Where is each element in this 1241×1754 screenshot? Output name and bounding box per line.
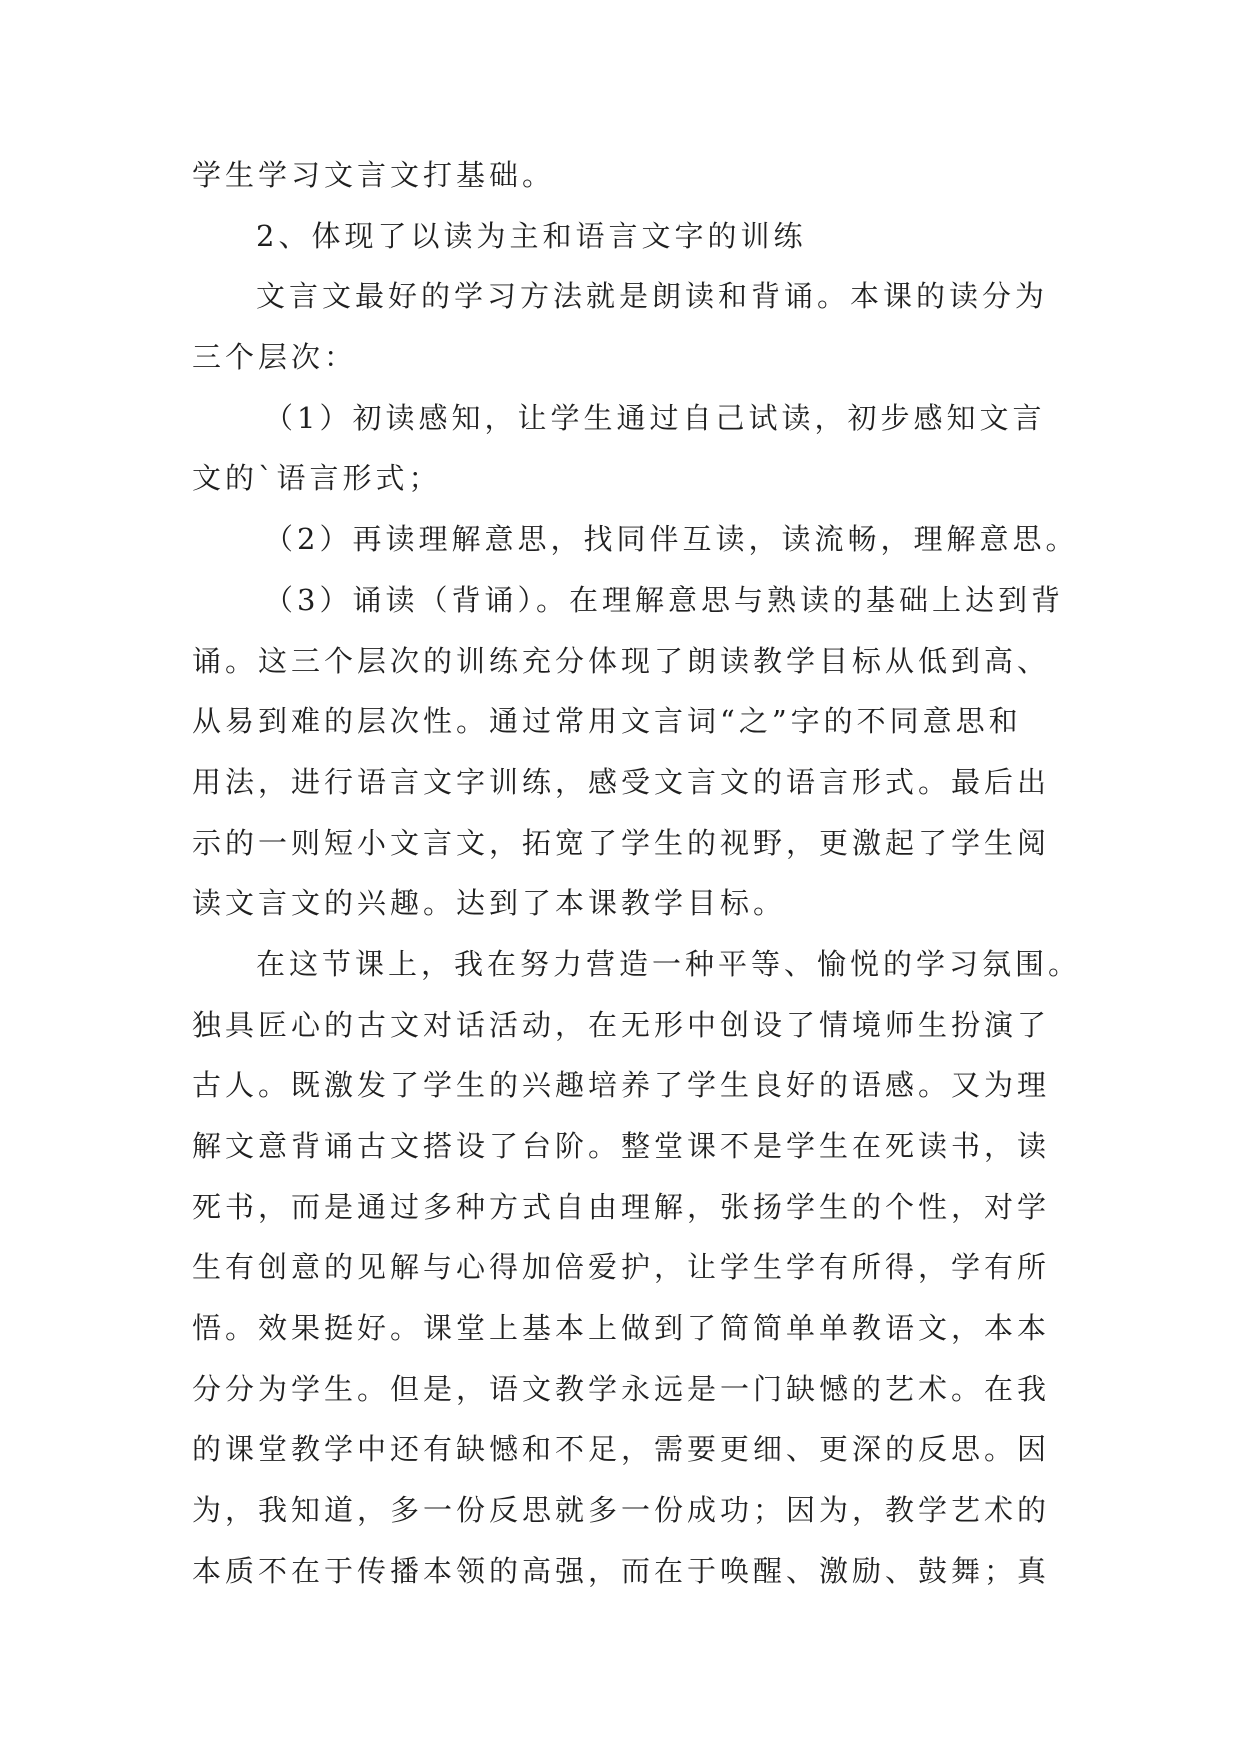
text-line: 读文言文的兴趣。达到了本课教学目标。	[192, 886, 787, 921]
text-line: 古人。既激发了学生的兴趣培养了学生良好的语感。又为理	[192, 1068, 1051, 1103]
text-line: 死书，而是通过多种方式自由理解，张扬学生的个性，对学	[192, 1189, 1051, 1224]
text-line: 在这节课上，我在努力营造一种平等、愉悦的学习氛围。	[256, 946, 1082, 981]
text-line: 用法，进行语言文字训练，感受文言文的语言形式。最后出	[192, 764, 1051, 799]
text-line: 文的`语言形式；	[192, 461, 442, 496]
text-line: 为，我知道，多一份反思就多一份成功；因为，教学艺术的	[192, 1493, 1051, 1528]
list-item: （3）诵读（背诵）。在理解意思与熟读的基础上达到背	[264, 582, 1064, 617]
text-line: 示的一则短小文言文，拓宽了学生的视野，更激起了学生阅	[192, 825, 1051, 860]
document-page	[192, 145, 1082, 1602]
list-item: （1）初读感知，让学生通过自己试读，初步感知文言	[264, 400, 1046, 435]
text-line: 分分为学生。但是，语文教学永远是一门缺憾的艺术。在我	[192, 1371, 1051, 1406]
text-line: 本质不在于传播本领的高强，而在于唤醒、激励、鼓舞；真	[192, 1553, 1051, 1588]
section-heading: 2、体现了以读为主和语言文字的训练	[256, 218, 807, 253]
text-line: 学生学习文言文打基础。	[192, 158, 556, 192]
text-line: 的课堂教学中还有缺憾和不足，需要更细、更深的反思。因	[192, 1432, 1051, 1467]
list-item: （2）再读理解意思，找同伴互读，读流畅，理解意思。	[264, 522, 1079, 557]
text-line: 解文意背诵古文搭设了台阶。整堂课不是学生在死读书，读	[192, 1129, 1051, 1163]
text-line: 生有创意的见解与心得加倍爱护，让学生学有所得，学有所	[192, 1250, 1051, 1285]
text-line: 悟。效果挺好。课堂上基本上做到了简简单单教语文，本本	[192, 1311, 1051, 1346]
text-line: 独具匠心的古文对话活动，在无形中创设了情境师生扮演了	[192, 1007, 1051, 1042]
text-line: 诵。这三个层次的训练充分体现了朗读教学目标从低到高、	[192, 643, 1051, 678]
text-line: 三个层次：	[192, 340, 358, 375]
text-line: 文言文最好的学习方法就是朗读和背诵。本课的读分为	[256, 279, 1049, 314]
text-line: 从易到难的层次性。通过常用文言词“之”字的不同意思和	[192, 704, 1022, 739]
